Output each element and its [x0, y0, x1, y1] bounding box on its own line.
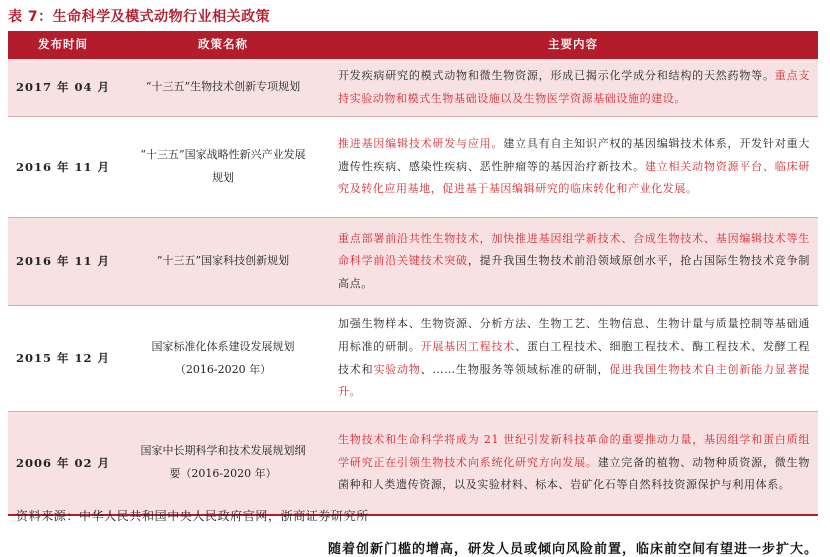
table-row — [8, 117, 818, 218]
row-content — [328, 58, 818, 117]
content-segment: 、……生物服务等领域标准的研制， — [420, 362, 610, 376]
header-date: 发布时间 — [8, 31, 118, 58]
table-row — [8, 306, 818, 412]
content-segment: 建立完备的植物、动物种质资源，微生物菌种和人类遗传资源，以及实验材料、标本、岩矿化石等自然科技资源保护与利用体系。 — [338, 455, 810, 492]
content-highlight: 重点部署前沿共性生物技术，加快推进基因组学新技术、合成生物技术、基因编辑技术等生命科学前沿关键技术突破 — [338, 231, 810, 268]
row-policy-name: 国家标准化体系建设发展规划（2016-2020 年） — [118, 306, 328, 412]
row-content — [328, 412, 818, 516]
content-highlight: 开展基因工程技术 — [420, 339, 516, 353]
row-content — [328, 306, 818, 412]
table-row — [8, 412, 818, 516]
table-header-row — [8, 31, 818, 58]
content-segment: 建立具有自主知识产权的基因编辑技术体系，开发针对重大遗传性疾病、感染性疾病、恶性肿瘤等的基因治疗新技术。 — [338, 137, 810, 173]
header-policy-name: 政策名称 — [118, 31, 328, 58]
row-policy-name: 国家中长期科学和技术发展规划纲要（2016-2020 年） — [118, 412, 328, 516]
content-segment: 开发疾病研究的模式动物和微生物资源，形成已揭示化学成分和结构的天然药物等。 — [338, 68, 775, 82]
header-content: 主要内容 — [328, 31, 818, 58]
row-content — [328, 218, 818, 306]
content-highlight: 建立相关动物资源平台、临床研究及转化应用基地，促进基于基因编辑研究的临床转化和产业化发展。 — [338, 159, 810, 196]
row-policy-name: “十三五”生物技术创新专项规划 — [118, 58, 328, 117]
row-content — [328, 117, 818, 218]
footer-summary: 随着创新门槛的增高，研发人员或倾向风险前置，临床前空间有望进一步扩大。 — [327, 542, 818, 557]
table-row — [8, 218, 818, 306]
table-title: 表 7：生命科学及模式动物行业相关政策 — [8, 9, 271, 25]
content-segment: 、蛋白工程技术、细胞工程技术、酶工程技术、发酵工程技术和 — [338, 339, 810, 376]
source-note: 资料来源：中华人民共和国中央人民政府官网，浙商证券研究所 — [16, 509, 369, 523]
row-date: 2015 年 12 月 — [8, 306, 118, 412]
content-segment: 加强生物样本、生物资源、分析方法、生物工艺、生物信息、生物计量与质量控制等基础通用标准的研制。 — [338, 317, 810, 353]
content-highlight: 实验动物 — [373, 362, 421, 376]
row-date: 2016 年 11 月 — [8, 218, 118, 306]
content-highlight: 促进我国生物技术自主创新能力显著提升。 — [338, 362, 810, 399]
row-date: 2006 年 02 月 — [8, 412, 118, 516]
content-highlight: 生物技术和生命科学将成为 21 世纪引发新科技革命的重要推动力量，基因组学和蛋白质组学研究正在引领生物技术向系统化研究方向发展。 — [338, 433, 810, 469]
table-row — [8, 58, 818, 117]
row-policy-name: “十三五”国家战略性新兴产业发展规划 — [118, 117, 328, 218]
content-segment: ，提升我国生物技术前沿领域原创水平，抢占国际生物技术竞争制高点。 — [338, 254, 810, 290]
row-policy-name: “十三五”国家科技创新规划 — [118, 218, 328, 306]
row-date: 2016 年 11 月 — [8, 117, 118, 218]
policy-table — [8, 31, 818, 516]
content-highlight: 重点支持实验动物和模式生物基础设施以及生物医学资源基础设施的建设。 — [338, 68, 810, 105]
row-date: 2017 年 04 月 — [8, 58, 118, 117]
content-highlight: 推进基因编辑技术研发与应用。 — [338, 137, 504, 151]
